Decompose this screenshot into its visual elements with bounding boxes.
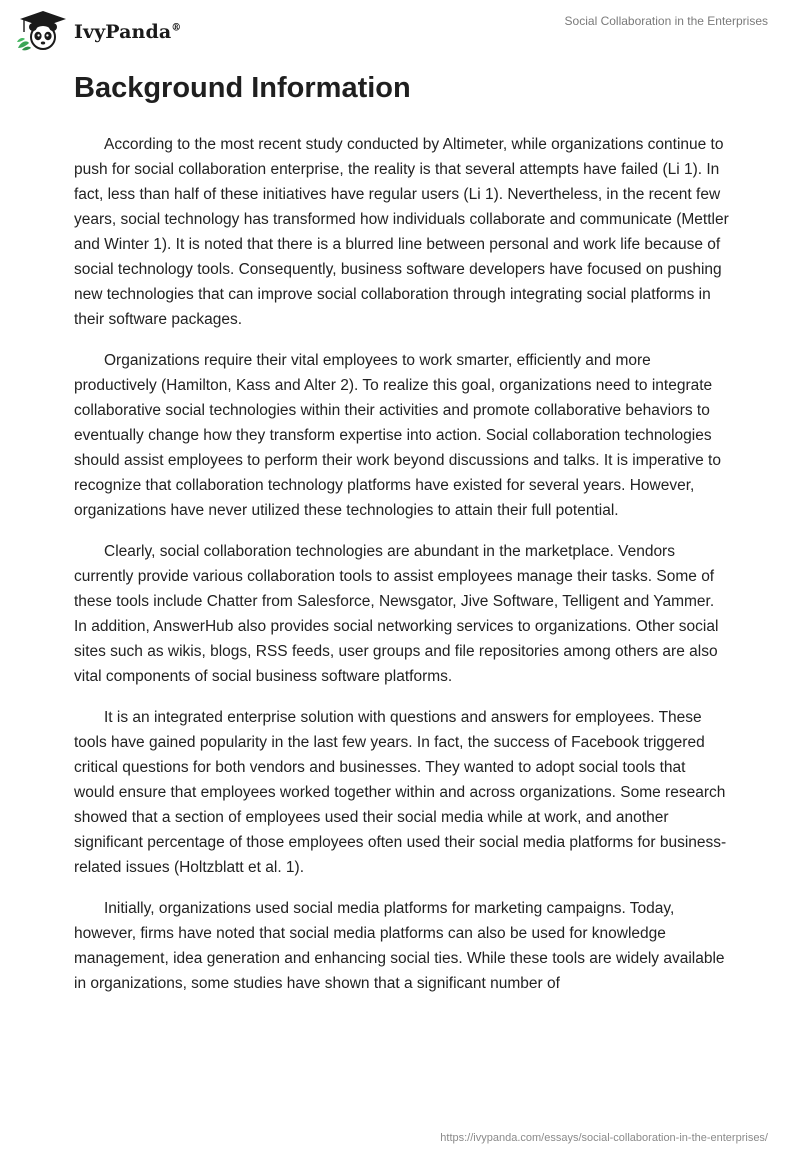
paragraph: It is an integrated enterprise solution with questions and answers for employees. These tools have gained popularity in the last few years. In fact, the success of Facebook triggered critical questions for both vendors and businesses. They wanted to adopt social tools that would ensure that employees worked together within and across organizations. Some research showed that a section of employees used their social media while at work, and another significant percentage of those employees often used their social media platforms for business-related issues (Holtzblatt et al. 1). (74, 709, 727, 876)
article-body (74, 132, 730, 1012)
registered-mark: ® (171, 22, 182, 34)
ivypanda-logo[interactable] (14, 8, 181, 52)
paragraph: Initially, organizations used social media platforms for marketing campaigns. Today, however, firms have noted that social media platforms can also be used for knowledge management, idea generation and enhancing social ties. While these tools are widely available in organizations, some studies have shown that a significant number of (74, 900, 725, 992)
logo-wordmark (74, 21, 181, 43)
paragraph: Clearly, social collaboration technologies are abundant in the marketplace. Vendors currently provide various collaboration tools to assist employees manage their tasks. Some of these tools include Chatter from Salesforce, Newsgator, Jive Software, Telligent and Yammer. In addition, AnswerHub also provides social networking services to organizations. Other social sites such as wikis, blogs, RSS feeds, user groups and file repositories among others are also vital components of social business software platforms. (74, 543, 719, 685)
panda-graduate-icon (14, 8, 68, 52)
page-header (0, 0, 800, 60)
logo-text: IvyPanda (74, 21, 172, 43)
running-title: Social Collaboration in the Enterprises (564, 14, 768, 28)
source-url[interactable]: https://ivypanda.com/essays/social-collaboration-in-the-enterprises/ (440, 1132, 768, 1144)
paragraph: Organizations require their vital employees to work smarter, efficiently and more productively (Hamilton, Kass and Alter 2). To realize this goal, organizations need to integrate collaborative social technologies within their activities and promote collaborative behaviors to eventually change how they transform expertise into action. Social collaboration technologies should assist employees to perform their work beyond discussions and talks. It is imperative to recognize that collaboration technology platforms have existed for several years. However, organizations have never utilized these technologies to attain their full potential. (74, 352, 721, 519)
paragraph: According to the most recent study conducted by Altimeter, while organizations continue to push for social collaboration enterprise, the reality is that several attempts have failed (Li 1). In fact, less than half of these initiatives have regular users (Li 1). Nevertheless, in the recent few years, social technology has transformed how individuals collaborate and communicate (Mettler and Winter 1). It is noted that there is a blurred line between personal and work life because of social technology tools. Consequently, business software developers have focused on pushing new technologies that can improve social collaboration through integrating social platforms in their software packages. (74, 136, 729, 328)
page-title: Background Information (74, 72, 411, 104)
